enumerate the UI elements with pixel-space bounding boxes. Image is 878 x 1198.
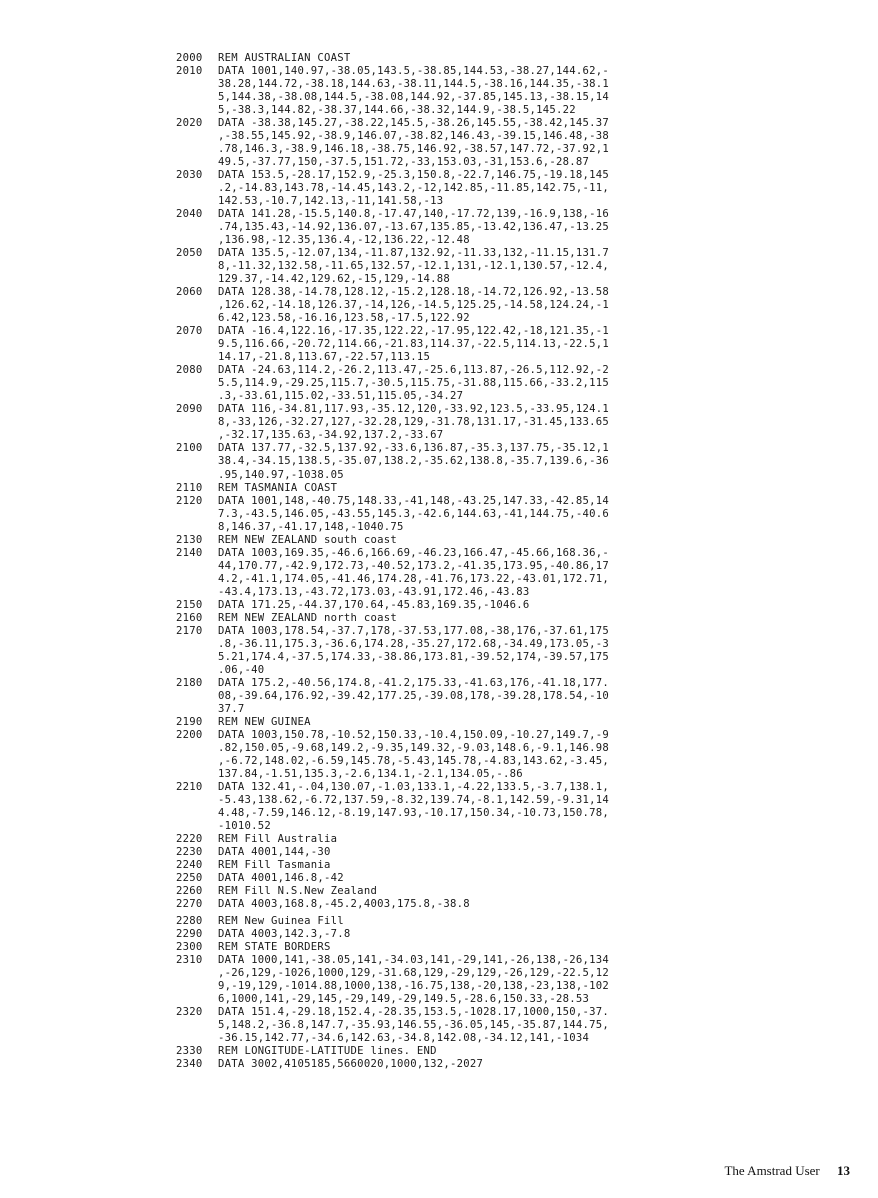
line-number: 2010 <box>176 65 203 78</box>
line-number: 2000 <box>176 52 203 64</box>
code-continuation: 5.21,174.4,-37.5,174.33,-38.86,173.81,-39.52,174,-39.57,175 <box>218 650 610 663</box>
code-line <box>176 117 716 130</box>
page-number: 13 <box>837 1163 850 1178</box>
line-number: 2240 <box>176 858 203 871</box>
code-continuation: 5.5,114.9,-29.25,115.7,-30.5,115.75,-31.88,115.66,-33.2,115 <box>218 377 610 390</box>
line-number: 2020 <box>176 117 203 130</box>
code-line <box>176 534 716 547</box>
code-line <box>176 1045 716 1058</box>
code-statement: DATA 137.77,-32.5,137.92,-33.6,136.87,-35.3,137.75,-35.12,1 <box>218 442 610 455</box>
code-continuation: 49.5,-37.77,150,-37.5,151.72,-33,153.03,-31,153.6,-28.87 <box>218 156 590 169</box>
code-line <box>176 442 716 455</box>
code-continuation: .3,-33.61,115.02,-33.51,115.05,-34.27 <box>218 390 464 403</box>
line-number: 2220 <box>176 832 203 845</box>
code-statement: DATA 116,-34.81,117.93,-35.12,120,-33.92,123.5,-33.95,124.1 <box>218 403 610 416</box>
code-statement: DATA 141.28,-15.5,140.8,-17.47,140,-17.72,139,-16.9,138,-16 <box>218 208 610 221</box>
line-number: 2270 <box>176 898 203 911</box>
line-number: 2340 <box>176 1058 203 1071</box>
line-number: 2030 <box>176 169 203 182</box>
code-line <box>176 547 716 560</box>
code-statement: REM STATE BORDERS <box>218 941 331 954</box>
line-number: 2320 <box>176 1006 203 1019</box>
code-continuation: -36.15,142.77,-34.6,142.63,-34.8,142.08,-34.12,141,-1034 <box>218 1032 590 1045</box>
code-continuation: 8,146.37,-41.17,148,-1040.75 <box>218 520 404 533</box>
code-line <box>176 846 716 859</box>
code-line <box>176 495 716 508</box>
code-continuation: 142.53,-10.7,142.13,-11,141.58,-13 <box>218 195 444 208</box>
code-continuation: 6,1000,141,-29,145,-29,149,-29,149.5,-28.6,150.33,-28.53 <box>218 993 590 1006</box>
code-continuation: 8,-33,126,-32.27,127,-32.28,129,-31.78,131.17,-31.45,133.65 <box>218 416 610 429</box>
code-continuation: .06,-40 <box>218 663 265 676</box>
code-continuation: .2,-14.83,143.78,-14.45,143.2,-12,142.85,-11.85,142.75,-11, <box>218 182 610 195</box>
code-continuation: ,126.62,-14.18,126.37,-14,126,-14.5,125.25,-14.58,124.24,-1 <box>218 299 610 312</box>
code-line <box>176 52 716 65</box>
code-continuation: ,-26,129,-1026,1000,129,-31.68,129,-29,129,-26,129,-22.5,12 <box>218 967 610 980</box>
code-line <box>176 885 716 898</box>
code-continuation: ,136.98,-12.35,136.4,-12,136.22,-12.48 <box>218 234 470 247</box>
line-number: 2040 <box>176 208 203 221</box>
code-statement: DATA 4001,146.8,-42 <box>218 871 344 884</box>
line-number: 2100 <box>176 442 203 455</box>
code-statement: DATA 175.2,-40.56,174.8,-41.2,175.33,-41.63,176,-41.18,177. <box>218 676 610 689</box>
code-line <box>176 941 716 954</box>
code-continuation: .95,140.97,-1038.05 <box>218 468 344 481</box>
code-continuation: 44,170.77,-42.9,172.73,-40.52,173.2,-41.35,173.95,-40.86,17 <box>218 559 610 572</box>
code-line <box>176 599 716 612</box>
code-line <box>176 169 716 182</box>
code-line <box>176 286 716 299</box>
code-statement: DATA 153.5,-28.17,152.9,-25.3,150.8,-22.7,146.75,-19.18,145 <box>218 169 610 182</box>
code-continuation: -43.4,173.13,-43.72,173.03,-43.91,172.46,-43.83 <box>218 585 530 598</box>
code-line <box>176 898 716 911</box>
line-number: 2260 <box>176 885 203 897</box>
code-statement: REM NEW ZEALAND north coast <box>218 611 397 624</box>
page-footer <box>724 1163 850 1179</box>
code-statement: DATA 1000,141,-38.05,141,-34.03,141,-29,141,-26,138,-26,134 <box>218 954 610 967</box>
code-statement: DATA 1003,178.54,-37.7,178,-37.53,177.08,-38,176,-37.61,175 <box>218 624 610 637</box>
line-number: 2210 <box>176 780 203 793</box>
code-statement: DATA 128.38,-14.78,128.12,-15.2,128.18,-14.72,126.92,-13.58 <box>218 286 610 299</box>
line-number: 2110 <box>176 481 203 494</box>
code-statement: DATA -16.4,122.16,-17.35,122.22,-17.95,122.42,-18,121.35,-1 <box>218 325 610 338</box>
code-line <box>176 915 716 928</box>
code-statement: REM Fill Australia <box>218 832 338 845</box>
code-continuation: 37.7 <box>218 702 245 715</box>
line-number: 2230 <box>176 845 203 858</box>
code-line <box>176 928 716 941</box>
line-number: 2190 <box>176 715 203 728</box>
line-number: 2280 <box>176 915 203 928</box>
code-statement: DATA 3002,4105185,5660020,1000,132,-2027 <box>218 1058 484 1071</box>
code-line <box>176 954 716 967</box>
code-line <box>176 482 716 495</box>
code-statement: REM NEW ZEALAND south coast <box>218 533 397 546</box>
line-number: 2130 <box>176 533 203 546</box>
code-statement: REM AUSTRALIAN COAST <box>218 52 351 64</box>
code-line <box>176 1058 716 1071</box>
code-statement: DATA -38.38,145.27,-38.22,145.5,-38.26,145.55,-38.42,145.37 <box>218 117 610 130</box>
line-number: 2150 <box>176 598 203 611</box>
code-continuation: -5.43,138.62,-6.72,137.59,-8.32,139.74,-8.1,142.59,-9.31,14 <box>218 793 610 806</box>
code-statement: DATA -24.63,114.2,-26.2,113.47,-25.6,113.87,-26.5,112.92,-2 <box>218 364 610 377</box>
line-number: 2180 <box>176 676 203 689</box>
code-continuation: 7.3,-43.5,146.05,-43.55,145.3,-42.6,144.63,-41,144.75,-40.6 <box>218 507 610 520</box>
code-line <box>176 1006 716 1019</box>
code-statement: DATA 1001,140.97,-38.05,143.5,-38.85,144.53,-38.27,144.62,- <box>218 65 610 78</box>
code-continuation: 129.37,-14.42,129.62,-15,129,-14.88 <box>218 273 450 286</box>
code-continuation: 14.17,-21.8,113.67,-22.57,113.15 <box>218 351 431 364</box>
code-statement: DATA 4003,142.3,-7.8 <box>218 928 351 941</box>
line-number: 2120 <box>176 494 203 507</box>
basic-program-listing <box>176 52 716 1071</box>
line-number: 2330 <box>176 1045 203 1058</box>
line-number: 2200 <box>176 728 203 741</box>
code-continuation: ,-32.17,135.63,-34.92,137.2,-33.67 <box>218 429 444 442</box>
code-statement: DATA 171.25,-44.37,170.64,-45.83,169.35,-1046.6 <box>218 598 530 611</box>
code-line <box>176 325 716 338</box>
code-line <box>176 677 716 690</box>
code-statement: REM LONGITUDE-LATITUDE lines. END <box>218 1045 437 1058</box>
code-statement: DATA 4001,144,-30 <box>218 845 331 858</box>
code-statement: REM NEW GUINEA <box>218 715 311 728</box>
code-continuation: -1010.52 <box>218 819 272 832</box>
code-continuation: 8,-11.32,132.58,-11.65,132.57,-12.1,131,-12.1,130.57,-12.4, <box>218 260 610 273</box>
line-number: 2170 <box>176 624 203 637</box>
code-continuation: 6.42,123.58,-16.16,123.58,-17.5,122.92 <box>218 312 470 325</box>
line-number: 2310 <box>176 954 203 967</box>
code-statement: DATA 151.4,-29.18,152.4,-28.35,153.5,-1028.17,1000,150,-37. <box>218 1006 610 1019</box>
code-continuation: .8,-36.11,175.3,-36.6,174.28,-35.27,172.68,-34.49,173.05,-3 <box>218 637 610 650</box>
line-number: 2050 <box>176 247 203 260</box>
code-line <box>176 65 716 78</box>
code-continuation: 38.28,144.72,-38.18,144.63,-38.11,144.5,-38.16,144.35,-38.1 <box>218 78 610 91</box>
code-statement: REM New Guinea Fill <box>218 915 344 928</box>
code-statement: DATA 1003,150.78,-10.52,150.33,-10.4,150.09,-10.27,149.7,-9 <box>218 728 610 741</box>
line-number: 2070 <box>176 325 203 338</box>
code-statement: REM TASMANIA COAST <box>218 481 338 494</box>
code-line <box>176 403 716 416</box>
code-continuation: 5,-38.3,144.82,-38.37,144.66,-38.32,144.9,-38.5,145.22 <box>218 104 576 117</box>
code-statement: REM Fill N.S.New Zealand <box>218 885 378 897</box>
code-statement: DATA 1001,148,-40.75,148.33,-41,148,-43.25,147.33,-42.85,14 <box>218 494 610 507</box>
code-continuation: ,-6.72,148.02,-6.59,145.78,-5.43,145.78,-4.83,143.62,-3.45, <box>218 754 610 767</box>
code-continuation: 9.5,116.66,-20.72,114.66,-21.83,114.37,-22.5,114.13,-22.5,1 <box>218 338 610 351</box>
code-continuation: .82,150.05,-9.68,149.2,-9.35,149.32,-9.03,148.6,-9.1,146.98 <box>218 741 610 754</box>
code-line <box>176 716 716 729</box>
line-number: 2290 <box>176 928 203 941</box>
code-line <box>176 729 716 742</box>
code-continuation: .74,135.43,-14.92,136.07,-13.67,135.85,-13.42,136.47,-13.25 <box>218 221 610 234</box>
code-statement: DATA 135.5,-12.07,134,-11.87,132.92,-11.33,132,-11.15,131.7 <box>218 247 610 260</box>
code-statement: DATA 1003,169.35,-46.6,166.69,-46.23,166.47,-45.66,168.36,- <box>218 546 610 559</box>
code-line <box>176 872 716 885</box>
publication-name: The Amstrad User <box>724 1163 820 1178</box>
code-line <box>176 247 716 260</box>
code-continuation: 08,-39.64,176.92,-39.42,177.25,-39.08,178,-39.28,178.54,-10 <box>218 689 610 702</box>
code-line <box>176 859 716 872</box>
line-number: 2250 <box>176 871 203 884</box>
code-statement: DATA 132.41,-.04,130.07,-1.03,133.1,-4.22,133.5,-3.7,138.1, <box>218 780 610 793</box>
code-continuation: 5,144.38,-38.08,144.5,-38.08,144.92,-37.85,145.13,-38.15,14 <box>218 91 610 104</box>
code-continuation: .78,146.3,-38.9,146.18,-38.75,146.92,-38.57,147.72,-37.92,1 <box>218 143 610 156</box>
line-number: 2080 <box>176 364 203 377</box>
line-number: 2140 <box>176 546 203 559</box>
code-statement: DATA 4003,168.8,-45.2,4003,175.8,-38.8 <box>218 898 470 911</box>
code-line <box>176 612 716 625</box>
code-statement: REM Fill Tasmania <box>218 858 331 871</box>
code-continuation: 4.48,-7.59,146.12,-8.19,147.93,-10.17,150.34,-10.73,150.78, <box>218 806 610 819</box>
line-number: 2160 <box>176 611 203 624</box>
code-continuation: 137.84,-1.51,135.3,-2.6,134.1,-2.1,134.05,-.86 <box>218 767 523 780</box>
code-continuation: 4.2,-41.1,174.05,-41.46,174.28,-41.76,173.22,-43.01,172.71, <box>218 572 610 585</box>
code-line <box>176 833 716 846</box>
line-number: 2090 <box>176 403 203 416</box>
code-continuation: 9,-19,129,-1014.88,1000,138,-16.75,138,-20,138,-23,138,-102 <box>218 980 610 993</box>
code-continuation: 38.4,-34.15,138.5,-35.07,138.2,-35.62,138.8,-35.7,139.6,-36 <box>218 455 610 468</box>
code-line <box>176 781 716 794</box>
code-continuation: 5,148.2,-36.8,147.7,-35.93,146.55,-36.05,145,-35.87,144.75, <box>218 1019 610 1032</box>
code-line <box>176 208 716 221</box>
code-continuation: ,-38.55,145.92,-38.9,146.07,-38.82,146.43,-39.15,146.48,-38 <box>218 130 610 143</box>
line-number: 2300 <box>176 941 203 954</box>
code-line <box>176 625 716 638</box>
line-number: 2060 <box>176 286 203 299</box>
code-line <box>176 364 716 377</box>
